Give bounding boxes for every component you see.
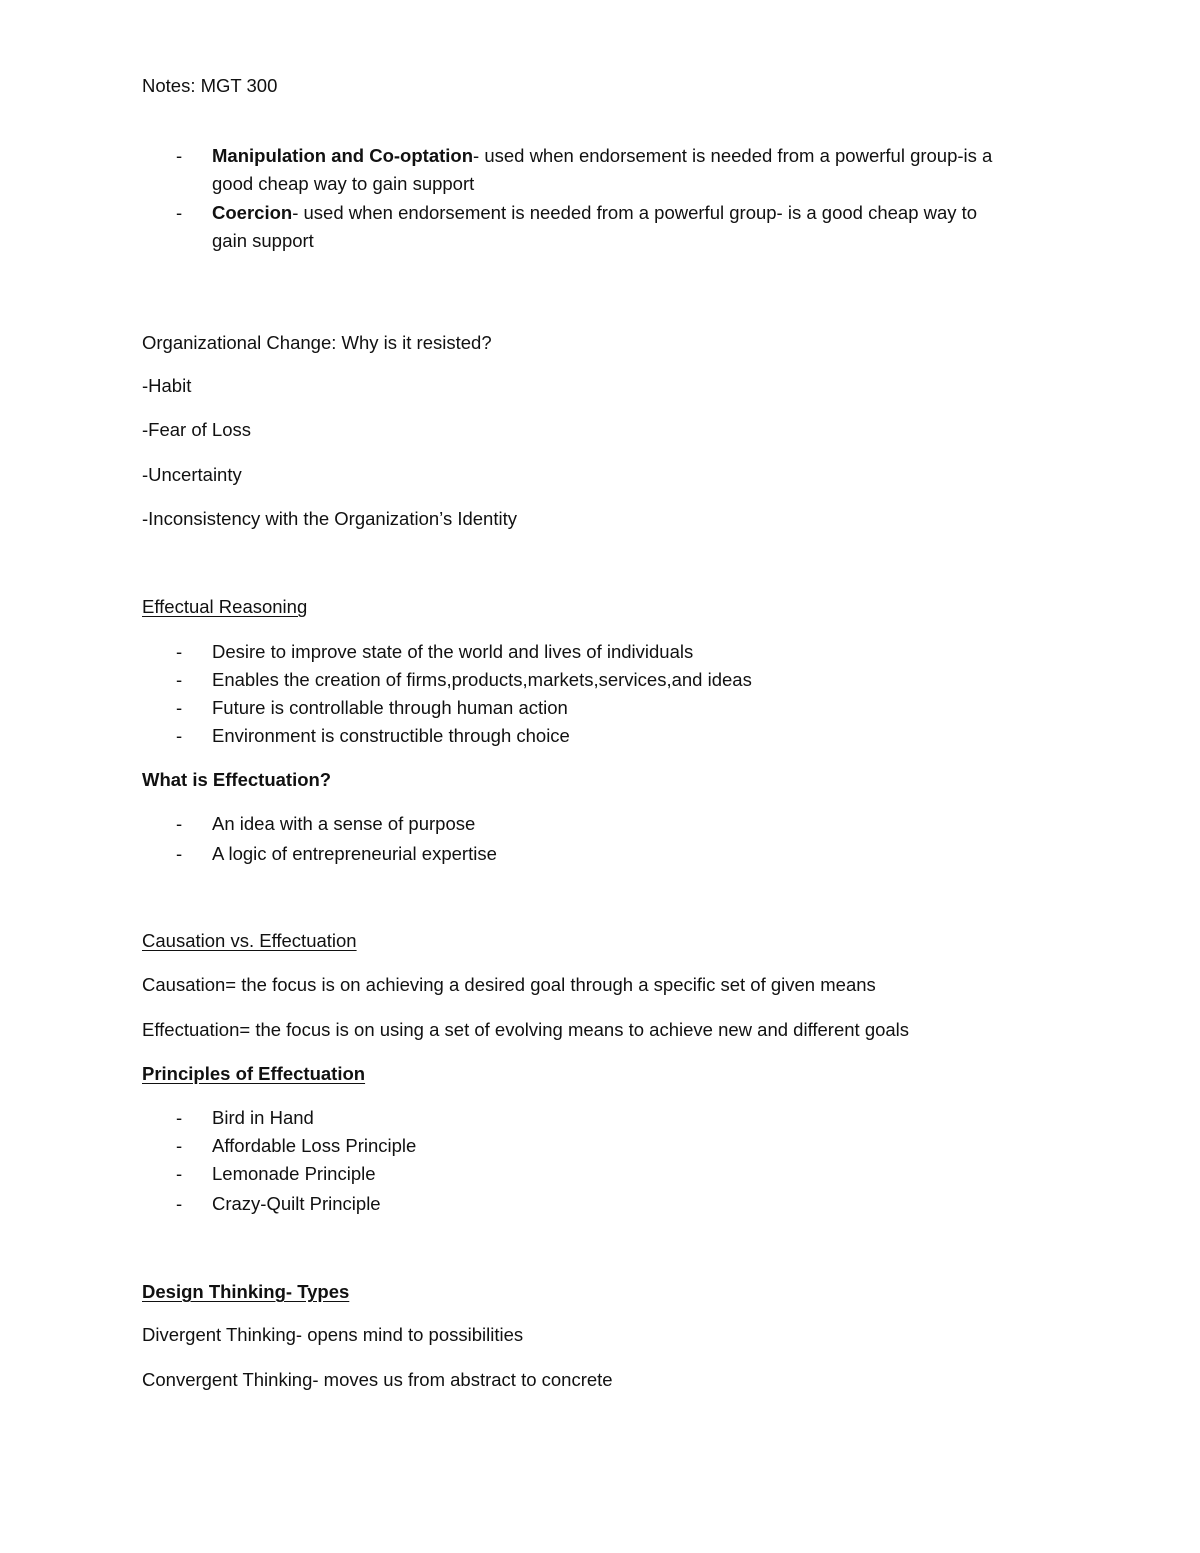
list-item: Enables the creation of firms,products,markets,services,and ideas bbox=[212, 669, 752, 690]
section-heading-effectual-reasoning: Effectual Reasoning bbox=[142, 596, 308, 617]
list-item: -Inconsistency with the Organization’s Identity bbox=[142, 508, 517, 529]
bullet-dash: - bbox=[176, 1193, 183, 1214]
list-item: Crazy-Quilt Principle bbox=[212, 1193, 381, 1214]
bullet-term: Coercion bbox=[212, 202, 293, 223]
effectuation-definition: Effectuation= the focus is on using a set of evolving means to achieve new and different goals bbox=[142, 1019, 910, 1040]
bullet-dash: - bbox=[176, 843, 183, 864]
bullet-text: - used when endorsement is needed from a powerful group- is a good cheap way to bbox=[292, 202, 978, 223]
bullet-term: Manipulation and Co-optation bbox=[212, 145, 474, 166]
convergent-thinking: Convergent Thinking- moves us from abstract to concrete bbox=[142, 1369, 613, 1390]
bullet-dash: - bbox=[176, 145, 183, 166]
list-item: A logic of entrepreneurial expertise bbox=[212, 843, 497, 864]
bullet-dash: - bbox=[176, 1135, 183, 1156]
bullet-text: - used when endorsement is needed from a powerful group-is a bbox=[473, 145, 993, 166]
bullet-dash: - bbox=[176, 725, 183, 746]
bullet-dash: - bbox=[176, 202, 183, 223]
list-item: Lemonade Principle bbox=[212, 1163, 376, 1184]
list-item: Environment is constructible through choice bbox=[212, 725, 570, 746]
section-heading-what-is-effectuation: What is Effectuation? bbox=[142, 769, 332, 790]
bullet-manipulation bbox=[212, 144, 992, 168]
bullet-dash: - bbox=[176, 1107, 183, 1128]
causation-definition: Causation= the focus is on achieving a desired goal through a specific set of given means bbox=[142, 974, 876, 995]
bullet-dash: - bbox=[176, 697, 183, 718]
list-item: Desire to improve state of the world and lives of individuals bbox=[212, 641, 694, 662]
section-heading-principles: Principles of Effectuation bbox=[142, 1063, 366, 1084]
list-item: -Uncertainty bbox=[142, 464, 242, 485]
bullet-coercion bbox=[212, 201, 977, 225]
bullet-dash: - bbox=[176, 813, 183, 834]
list-item: -Fear of Loss bbox=[142, 419, 251, 440]
section-heading-design-thinking: Design Thinking- Types bbox=[142, 1281, 350, 1302]
bullet-continuation: gain support bbox=[212, 230, 314, 251]
list-item: An idea with a sense of purpose bbox=[212, 813, 476, 834]
page-header: Notes: MGT 300 bbox=[142, 75, 278, 96]
bullet-dash: - bbox=[176, 1163, 183, 1184]
bullet-dash: - bbox=[176, 669, 183, 690]
bullet-continuation: good cheap way to gain support bbox=[212, 173, 475, 194]
list-item: Future is controllable through human action bbox=[212, 697, 568, 718]
section-heading-causation-vs-effectuation: Causation vs. Effectuation bbox=[142, 930, 357, 951]
list-item: Affordable Loss Principle bbox=[212, 1135, 417, 1156]
list-item: -Habit bbox=[142, 375, 192, 396]
bullet-dash: - bbox=[176, 641, 183, 662]
section-heading-org-change: Organizational Change: Why is it resisted? bbox=[142, 332, 492, 353]
divergent-thinking: Divergent Thinking- opens mind to possibilities bbox=[142, 1324, 524, 1345]
list-item: Bird in Hand bbox=[212, 1107, 314, 1128]
